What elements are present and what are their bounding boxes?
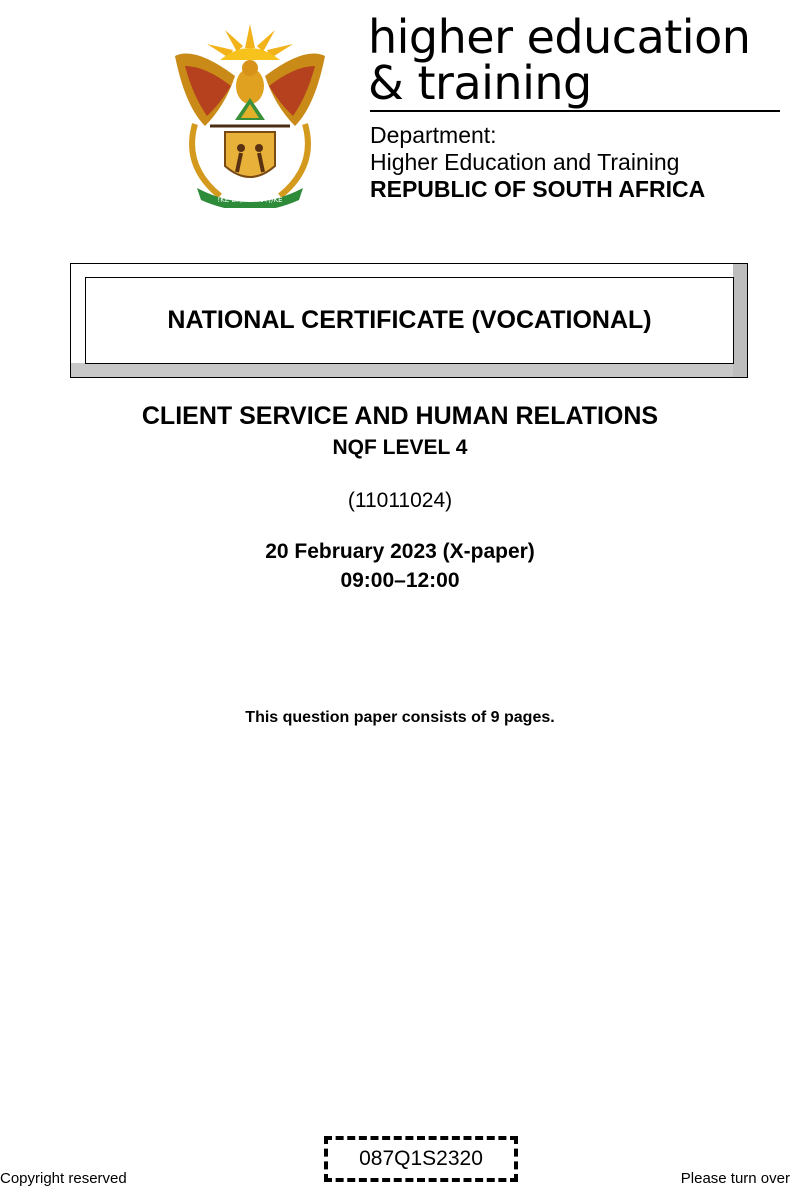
page-count-note: This question paper consists of 9 pages. (245, 709, 555, 726)
crest-motto: !KE E: /XARRA //KE (217, 196, 283, 204)
exam-date: 20 February 2023 (X-paper) (265, 540, 535, 563)
logo-line-1: higher education (368, 10, 751, 64)
exam-time: 09:00–12:00 (340, 569, 460, 592)
title-frame-bevel-right (733, 264, 747, 377)
title-frame-bevel-bottom (71, 363, 747, 377)
department-label: Department: (370, 122, 497, 148)
turn-over-note: Please turn over (680, 1170, 790, 1187)
country-name: REPUBLIC OF SOUTH AFRICA (370, 176, 706, 202)
subject-code: (11011024) (347, 489, 453, 512)
subject-title: CLIENT SERVICE AND HUMAN RELATIONS (141, 402, 659, 430)
copyright-note: Copyright reserved (0, 1170, 127, 1187)
certificate-title: NATIONAL CERTIFICATE (VOCATIONAL) (167, 306, 652, 334)
logo-divider (370, 110, 780, 112)
department-name: Higher Education and Training (370, 149, 680, 175)
logo-line-2: & training (368, 56, 592, 110)
paper-code: 087Q1S2320 (324, 1136, 518, 1182)
coat-of-arms-icon (165, 16, 335, 208)
nqf-level: NQF LEVEL 4 (332, 436, 468, 459)
